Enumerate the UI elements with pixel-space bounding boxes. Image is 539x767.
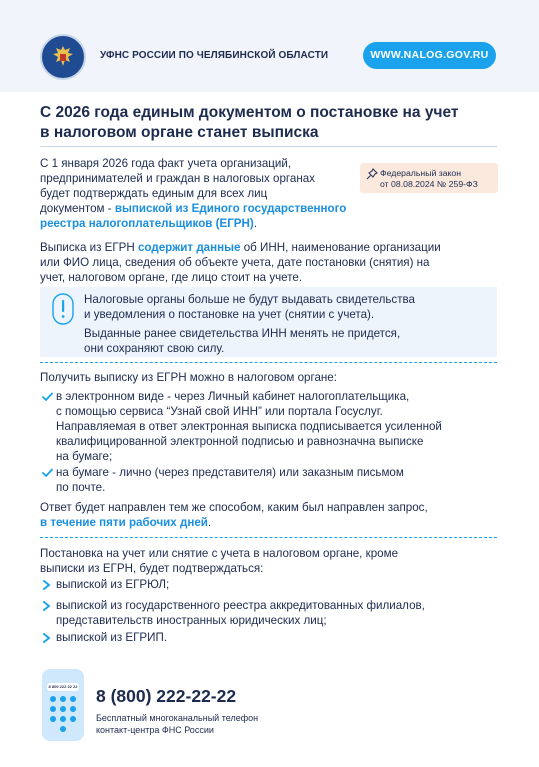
contains-line: учет, налоговом органе, где лицо стоит на учете. [40,271,303,284]
federal-law-badge [360,163,498,193]
obtain-line: на бумаге - лично (через представителя) или заказным письмом [56,466,404,479]
obtain-line: Направляемая в ответ электронная выписка подписывается усиленной [56,420,442,433]
notice-text [84,292,484,322]
obtain-line: по почте. [56,481,106,494]
intro-line: будет подтверждать единым для всех лиц [40,187,268,200]
intro-line [40,201,360,216]
keypad-key [70,716,76,722]
registration-item-branches [56,598,496,628]
registration-line: выпиской из государственного реестра аккредитованных филиалов, [56,599,425,612]
answer-text: . [207,516,212,529]
intro-text: документом - [40,202,115,215]
egrn-link[interactable]: реестра налогоплательщиков (ЕГРН) [40,217,254,230]
arrow-right-icon [42,580,52,590]
obtain-heading: Получить выписку из ЕГРН можно в налоговом органе: [40,371,337,384]
notice-line: и уведомления о постановке на учет (снятии с учета). [84,308,375,321]
contains-paragraph [40,240,500,285]
section-divider [40,362,497,363]
law-line: Федеральный закон [380,168,462,178]
registration-line: представительств иностранных юридических лиц; [56,614,327,627]
obtain-item-electronic [56,389,496,464]
caption-line: Бесплатный многоканальный телефон [96,713,259,723]
keypad-key [70,706,76,712]
law-text [380,168,478,190]
notice-box [40,287,497,357]
fns-emblem-icon [40,34,86,80]
obtain-item-paper [56,465,496,495]
contains-text: об ИНН, наименование организации [240,241,441,254]
title-divider [40,146,497,147]
pin-icon [366,168,378,180]
hotline-caption [96,712,258,736]
answer-highlight: в течение пяти рабочих дней [40,516,208,529]
registration-line: выписки из ЕГРН, будет подтверждаться: [40,562,264,575]
arrow-right-icon [42,601,52,611]
notice-line: Выданные ранее свидетельства ИНН менять не придется, [84,327,401,340]
registration-paragraph [40,546,500,576]
notice-line: они сохраняют свою силу. [84,342,225,355]
contains-highlight: содержит данные [137,241,241,254]
caption-line: контакт-центра ФНС России [96,725,214,735]
keypad-key [60,716,66,722]
answer-line: Ответ будет направлен тем же способом, каким был направлен запрос, [40,501,428,514]
org-name: УФНС РОССИИ ПО ЧЕЛЯБИНСКОЙ ОБЛАСТИ [100,50,329,61]
keypad-key [50,696,56,702]
title-line-2: в налоговом органе станет выписка [40,124,319,141]
law-line: от 08.08.2024 № 259-ФЗ [380,179,478,189]
check-icon [42,468,53,478]
obtain-line: на бумаге; [56,450,113,463]
intro-line: С 1 января 2026 года факт учета организаций, [40,157,292,170]
exclamation-icon [52,293,74,325]
arrow-right-icon [42,633,52,643]
obtain-line: в электронном виде - через Личный кабинет налогоплательщика, [56,390,410,403]
contains-line: или ФИО лица, сведения об объекте учета, дате постановки (снятия) на [40,256,430,269]
keypad-icon [50,696,76,734]
eagle-icon [51,44,75,70]
answer-paragraph [40,500,500,530]
phone-screen [47,683,79,691]
registration-item-egrip: выпиской из ЕГРИП. [56,631,168,644]
check-icon [42,392,53,402]
title-line-1: С 2026 года единым документом о постановке на учет [40,104,459,121]
keypad-key [60,696,66,702]
hotline-number[interactable]: 8 (800) 222-22-22 [96,686,237,706]
intro-paragraph [40,156,360,231]
answer-line [40,515,500,530]
intro-text: . [253,217,257,230]
page-header [0,0,539,92]
obtain-line: с помощью сервиса “Узнай свой ИНН” или портала Госуслуг. [56,405,383,418]
phone-icon [42,669,84,741]
website-link-button[interactable]: WWW.NALOG.GOV.RU [363,42,496,69]
registration-item-egrul: выпиской из ЕГРЮЛ; [56,578,170,591]
contains-text: Выписка из ЕГРН [40,241,138,254]
notice-text [84,326,484,356]
keypad-key [70,696,76,702]
contains-line [40,240,500,255]
section-divider [40,537,497,538]
keypad-key [50,716,56,722]
intro-line [40,216,360,231]
keypad-key [50,706,56,712]
obtain-line: квалифицированной электронной подписью и равнозначна выписке [56,435,424,448]
page-title [40,103,500,143]
egrn-link[interactable]: выпиской из Единого государственного [114,202,347,215]
keypad-key [60,706,66,712]
notice-line: Налоговые органы больше не будут выдавать свидетельства [84,293,415,306]
phone-screen-text: 8 800 222 22 22 [48,684,78,689]
registration-line: Постановка на учет или снятие с учета в налоговом органе, кроме [40,547,399,560]
intro-line: предпринимателей и граждан в налоговых органах [40,172,315,185]
keypad-key [60,726,66,732]
